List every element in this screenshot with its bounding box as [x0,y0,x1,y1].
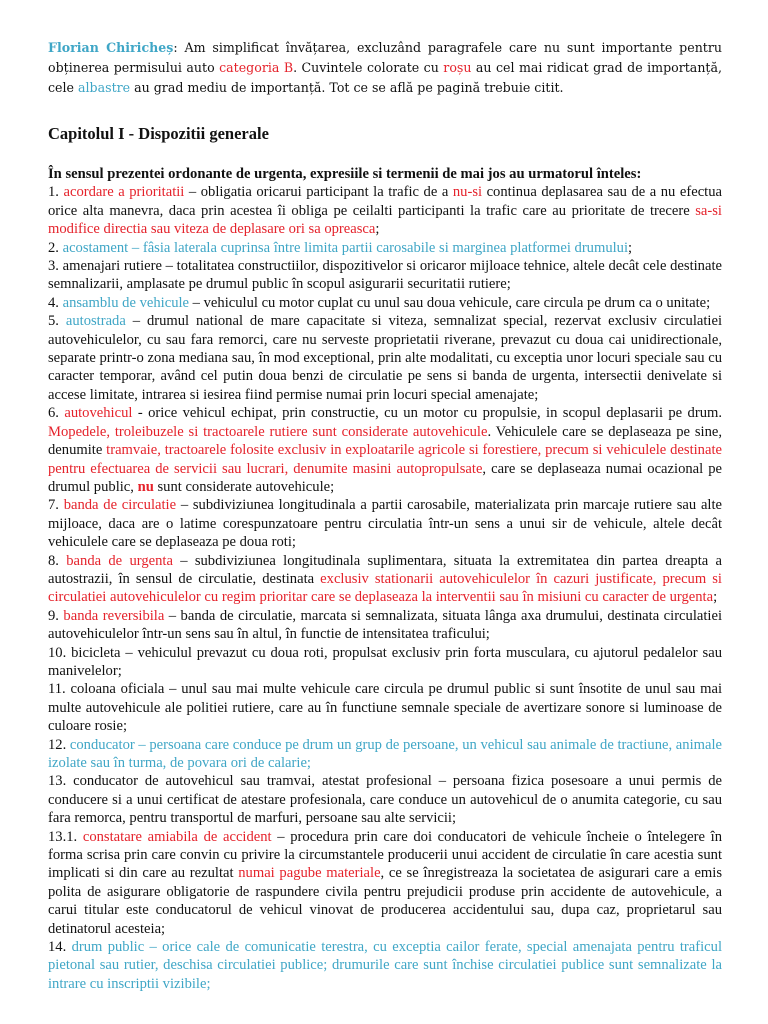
text-red: nu-si [452,184,483,201]
entry-text: – drumul national de mare capacitate si viteza, semnalizat special, rezervat exclusiv circulatiei autovehiculelor, cu sau fara remorci, care nu serveste proprietatii riverane, prevazut cu doua cai unidirectionale, separate printr-o zona mediana sau, în mod exceptional, prin alte modalitati, cu exceptia unor locuri speciale sau cu caracter temporar, având cel putin doua benzi de circulatie pe sens si banda de urgenta, intersectii denivelate si accese limitate, intrarea si iesirea fiind permise numai prin locuri special amenajate; [48,313,723,403]
entry-number: 14. [48,939,72,956]
term-red: acordare a prioritatii [63,184,185,201]
text-red: numai pagube materiale [238,865,381,882]
entry-text: continua deplasarea sau de a nu efectua orice alta manevra, daca prin acestea îi obliga pe ceilalti participanti la trafic care au prioritate de trecere [48,184,723,219]
text-red: sa-si modifice directia sau viteza de deplasare ori sa opreasca [48,202,722,238]
entry-number: 9. [48,607,64,624]
entry-number: 5. [48,313,66,330]
text-blue: acostament – fâsia laterala cuprinsa între limita partii carosabile si marginea platformei drumului [62,239,629,256]
definition-1 [48,183,722,238]
entry-number: 12. [48,736,70,753]
entry-text: sunt considerate autovehicule; [153,478,335,495]
entry-text: - orice vehicul echipat, prin constructie, cu un motor cu propulsie, in scopul deplasarii pe drum. [132,405,723,422]
definition-5 [48,312,722,404]
definition-14 [48,938,722,993]
definition-7 [48,496,722,551]
entry-number: 7. [48,497,64,514]
entry-text: – obligatia oricarui participant la trafic de a [184,184,453,201]
entry-number: 2. [48,239,63,256]
definition-3: 3. amenajari rutiere – totalitatea constructiilor, dispozitivelor si oricaror mijloace tehnice, altele decât cele destinate semnalizarii, amplasate pe drumul public în scopul asigurarii securitatii rutiere; [48,258,722,293]
term-red: banda de urgenta [66,552,173,569]
intro-red-category: categoria B [219,60,294,75]
intro-text: au grad mediu de importanță. Tot ce se află pe pagină trebuie citit. [130,80,564,95]
entry-number: 4. [48,294,63,311]
definition-9 [48,607,722,644]
definitions-lead: În sensul prezentei ordonante de urgenta, expresiile si termenii de mai jos au urmatorul înteles: [48,166,642,182]
definition-6 [48,404,722,496]
definition-13: 13. conducator de autovehicul sau tramvai, atestat profesional – persoana fizica posesoare a unui permis de conducere si a unui certificat de atestare profesionala, care conduce un autovehicul de o anumita categorie, cu sau fara remorca, pentru transportul de marfuri, persoane sau alte servicii; [48,773,722,827]
entry-text: , ce se înregistreaza la societatea de asigurari care a emis polita de asigurare obligatorie de raspundere civila pentru prejudicii produse prin accidente de autovehicule, a carui titular este conducatorul de vehicul vinovat de producerea accidentului sau, dupa caz, proprietarul sau detinatorul acesteia; [48,865,723,937]
text-red: exclusiv stationarii autovehiculelor în cazuri justificate, precum si circulatiei autovehiculelor cu regim prioritar care se deplaseaza la interventii sau în misiuni cu caracter de urgenta [48,570,722,606]
entry-text: – subdiviziunea longitudinala a partii carosabile, materializata prin marcaje rutiere sau alte mijloace, daca are o latime corespunzatoare pentru circulatia într-un sens a unui sir de vehicule, altele decât vehiculele care se deplaseaza pe doua roti; [48,497,723,551]
intro-text: : Am simplificat învățarea, excluzând paragrafele care nu sunt importante pentru obținerea permisului auto [48,40,722,75]
text-red: tramvaie, tractoarele folosite exclusiv in exploatarile agricole si forestiere, precum si vehiculele destinate pentru efectuarea de servicii sau lucrari, denumite masini autopropulsate [48,442,722,477]
text-red-bold: nu [137,478,154,495]
entry-text: , care se deplaseaza numai ocazional pe drumul public, [48,460,722,495]
text-red: Mopedele, troleibuzele si tractoarele rutiere sunt considerate autovehicule [48,423,488,440]
intro-blue-word: albastre [78,80,131,95]
text-blue: conducator – persoana care conduce pe drum un grup de persoane, un vehicul sau animale de tractiune, animale izolate sau în turma, de povara ori de calarie; [48,736,722,771]
definition-2 [48,239,722,257]
definition-8 [48,552,722,607]
term-red: banda de circulatie [63,497,177,514]
author-name: Florian Chiricheș [48,40,174,55]
term-red: banda reversibila [63,607,165,624]
entry-number: 1. [48,184,64,201]
entry-number: 6. [48,405,65,422]
entry-text: – subdiviziunea longitudinala suplimentara, situata la extremitatea din partea dreapta a autostrazii, în sensul de circulatie, destinata [48,552,722,587]
chapter-title: Capitolul I - Dispozitii generale [48,124,269,143]
definitions-list [48,183,722,993]
entry-text: – procedura prin care doi conducatori de vehicule încheie o întelegere în forma scrisa prin care convin cu privire la circumstantele producerii unui accident de circulatie în care acestia sunt implicati si din care au rezultat [48,828,722,882]
term-blue: ansamblu de vehicule [62,294,190,311]
entry-number: 8. [48,552,67,569]
text-blue: drum public – orice cale de comunicatie terestra, cu exceptia cailor ferate, special amenajata pentru traficul pietonal sau rutier, deschisa circulatiei publice; drumurile care sunt închise circulatiei publice sunt semnalizate la intrare cu inscriptii vizibile; [48,939,722,992]
definition-10: 10. bicicleta – vehiculul prevazut cu doua roti, propulsat exclusiv prin forta musculara, cu ajutorul pedalelor sau manivelelor; [48,644,722,679]
entry-text: ; [375,221,380,238]
entry-text: – vehiculul cu motor cuplat cu unul sau doua vehicule, care circula pe drum ca o unitate; [189,294,711,311]
entry-text: – banda de circulatie, marcata si semnalizata, situata lânga axa drumului, destinata circulatiei autovehiculelor într-un sens sau în altul, în functie de intensitatea traficului; [48,607,723,643]
definition-13-1 [48,828,722,938]
entry-text: ; [713,589,718,606]
definition-12 [48,736,722,773]
entry-number: 13.1. [48,828,83,845]
entry-text: ; [628,239,633,256]
term-red: constatare amiabila de accident [82,828,272,845]
term-blue: autostrada [65,313,126,330]
entry-text: . Vehiculele care se deplaseaza pe sine, denumite [48,423,723,459]
intro-red-word: roșu [443,60,472,75]
intro-text: au cel mai ridicat grad de importanță, cele [48,60,722,95]
definition-11: 11. coloana oficiala – unul sau mai multe vehicule care circula pe drumul public si sunt însotite de unul sau mai multe autovehicule ale politiei rutiere, care au în functiune semnale speciale de avertizare sonore si luminoase de culoare rosie; [48,681,722,735]
intro-text: . Cuvintele colorate cu [293,60,444,75]
definition-4 [48,294,722,312]
term-red: autovehicul [64,405,133,422]
intro-paragraph [48,38,722,98]
